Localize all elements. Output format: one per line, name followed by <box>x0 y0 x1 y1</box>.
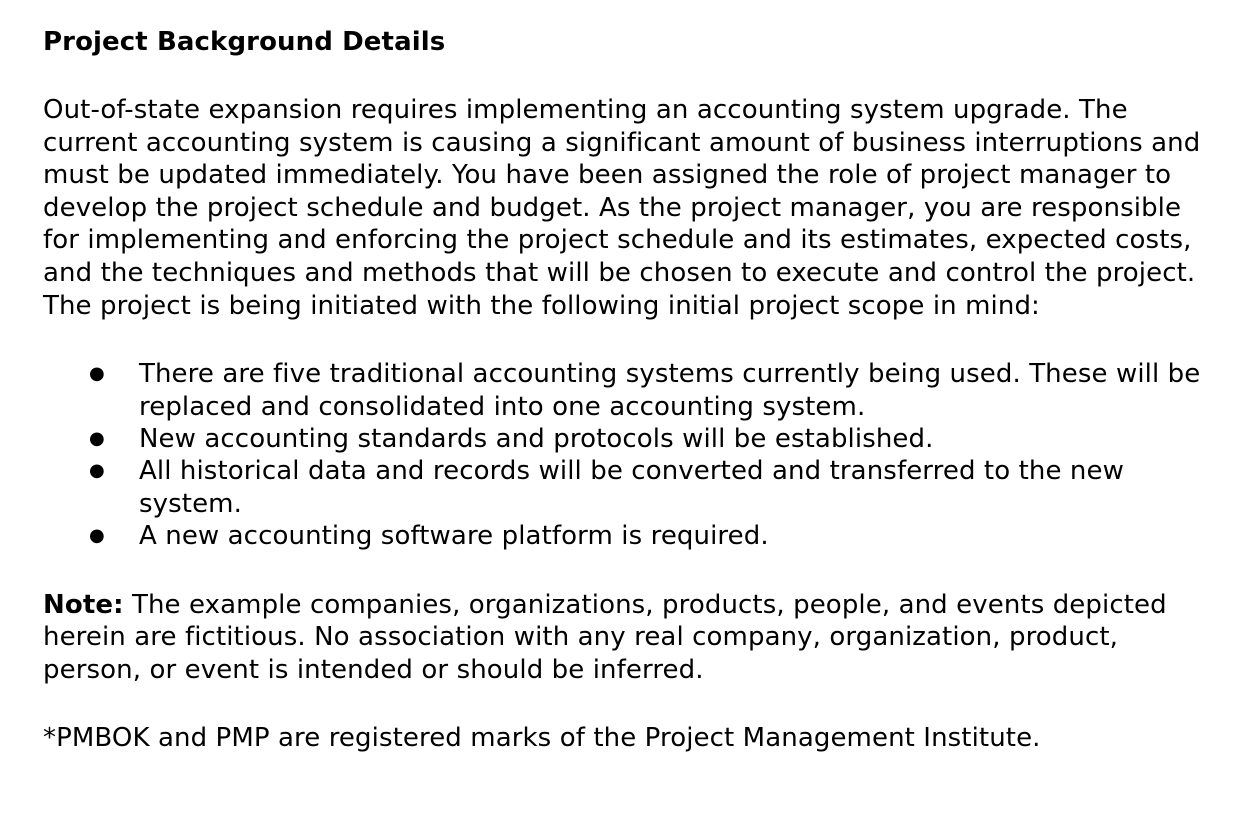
bullet-icon: ● <box>89 460 105 482</box>
scope-list-item <box>89 358 1213 423</box>
note-paragraph <box>43 589 1213 687</box>
scope-list <box>43 358 1213 552</box>
scope-list-item <box>89 423 1213 455</box>
note-label: Note: <box>43 589 124 620</box>
scope-item-text: All historical data and records will be converted and transferred to the new system. <box>139 456 1124 519</box>
scope-item-text: There are five traditional accounting systems currently being used. These will be replaced and consolidated into one accounting system. <box>139 359 1201 422</box>
note-text: The example companies, organizations, products, people, and events depicted herein are fictitious. No association with any real company, organization, product, person, or event is intended or should be inferred. <box>43 589 1167 685</box>
bullet-icon: ● <box>89 363 105 385</box>
scope-item-text: A new accounting software platform is required. <box>139 521 769 552</box>
trademark-footnote: *PMBOK and PMP are registered marks of the Project Management Institute. <box>43 723 1041 754</box>
scope-item-text: New accounting standards and protocols will be established. <box>139 423 934 454</box>
document-page <box>43 24 1213 754</box>
bullet-icon: ● <box>89 525 105 547</box>
scope-list-item <box>89 455 1213 520</box>
intro-paragraph: Out-of-state expansion requires implementing an accounting system upgrade. The current accounting system is causing a significant amount of business interruptions and must be updated immediately. You have been assigned the role of project manager to develop the project schedule and budget. As the project manager, you are responsible for implementing and enforcing the project schedule and its estimates, expected costs, and the techniques and methods that will be chosen to execute and control the project. The project is being initiated with the following initial project scope in mind: <box>43 95 1201 321</box>
bullet-icon: ● <box>89 427 105 449</box>
document-title: Project Background Details <box>43 27 446 57</box>
scope-list-item <box>89 520 1213 552</box>
